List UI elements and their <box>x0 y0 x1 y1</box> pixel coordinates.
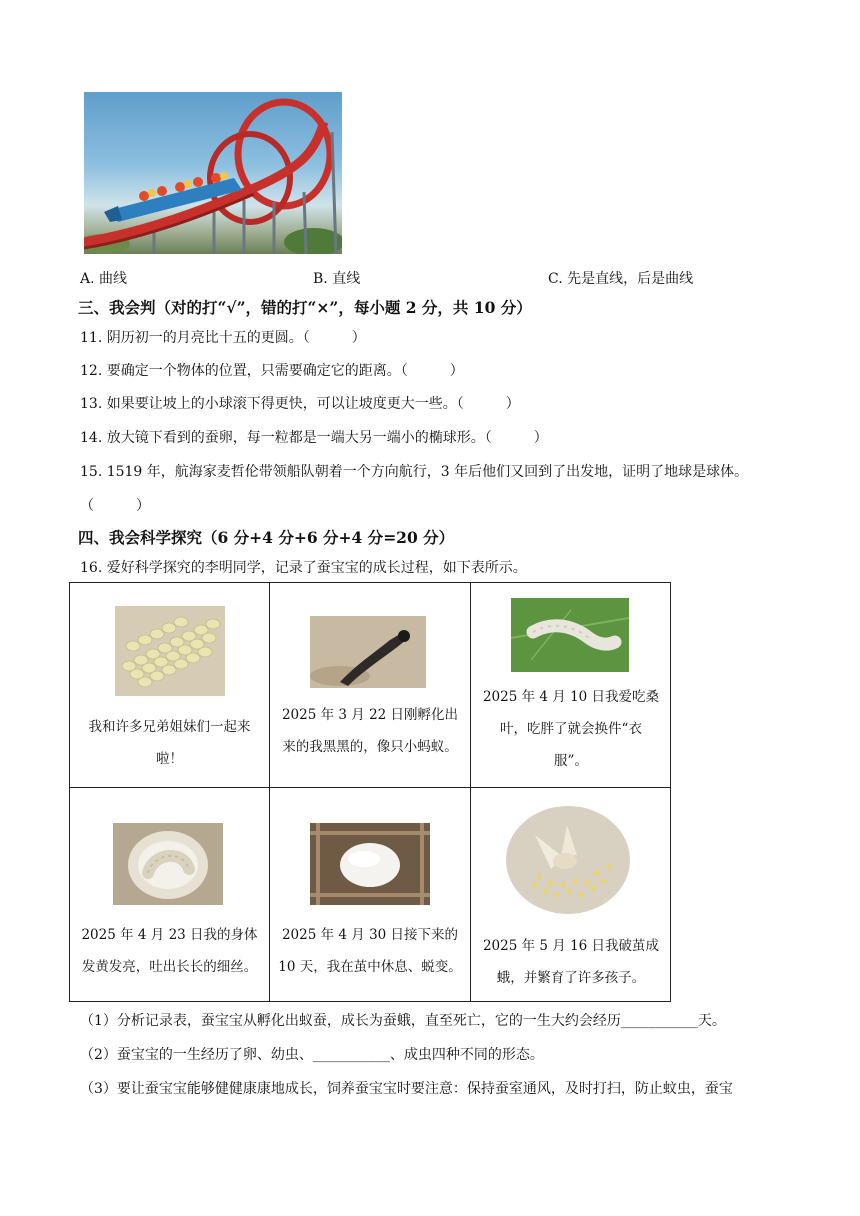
question-13: 13. 如果要让坡上的小球滚下得更快，可以让坡度更大一些。（ ） <box>80 396 520 412</box>
cell-2-line-2: 来的我黑黑的，像只小蚂蚁。 <box>282 739 458 755</box>
cell-1-line-2: 啦！ <box>156 751 183 767</box>
hatchling-silkworm-photo <box>310 616 426 688</box>
question-11: 11. 阴历初一的月亮比十五的更圆。（ ） <box>80 330 366 346</box>
question-14: 14. 放大镜下看到的蚕卵，每一粒都是一端大另一端小的椭球形。（ ） <box>80 430 548 446</box>
cell-4-line-2: 发黄发亮，吐出长长的细丝。 <box>81 959 258 975</box>
sub-question-2: （2）蚕宝宝的一生经历了卵、幼虫、___________、成虫四种不同的形态。 <box>80 1047 544 1063</box>
cell-3-line-1: 2025 年 4 月 10 日我爱吃桑 <box>482 689 660 705</box>
silkworm-growth-table <box>69 582 671 1002</box>
cell-3-line-2: 叶，吃胖了就会换件“衣 <box>500 721 642 737</box>
question-12: 12. 要确定一个物体的位置，只需要确定它的距离。（ ） <box>80 363 464 379</box>
cell-4-line-1: 2025 年 4 月 23 日我的身体 <box>81 927 258 943</box>
cell-5-line-1: 2025 年 4 月 30 日接下来的 <box>281 927 459 943</box>
cell-3-line-3: 服”。 <box>554 753 588 769</box>
section3-heading: 三、我会判（对的打“√”，错的打“×”，每小题 2 分，共 10 分） <box>78 298 532 317</box>
option-b: B. 直线 <box>313 271 361 287</box>
cocoon-photo <box>310 823 430 905</box>
section4-heading: 四、我会科学探究（6 分+4 分+6 分+4 分=20 分） <box>78 528 455 547</box>
sub-question-1: （1）分析记录表，蚕宝宝从孵化出蚁蚕，成长为蚕蛾，直至死亡，它的一生大约会经历___________天。 <box>80 1013 726 1029</box>
option-c: C. 先是直线，后是曲线 <box>548 271 694 287</box>
cell-6-line-1: 2025 年 5 月 16 日我破茧成 <box>482 938 660 954</box>
cell-5-line-2: 10 天，我在茧中休息、蜕变。 <box>278 959 462 975</box>
question-15-blank: （ ） <box>80 498 150 514</box>
option-a: A. 曲线 <box>80 271 128 287</box>
cell-1-line-1: 我和许多兄弟姐妹们一起来 <box>88 719 251 735</box>
cell-2-line-1: 2025 年 3 月 22 日刚孵化出 <box>281 707 459 723</box>
question-15: 15. 1519 年，航海家麦哲伦带领船队朝着一个方向航行，3 年后他们又回到了出发地，证明了地球是球体。 <box>80 464 749 480</box>
spinning-silkworm-photo <box>113 823 223 905</box>
question-16-intro: 16. 爱好科学探究的李明同学，记录了蚕宝宝的成长过程，如下表所示。 <box>80 560 527 576</box>
cell-6-line-2: 蛾，并繁育了许多孩子。 <box>496 970 646 986</box>
sub-question-3: （3）要让蚕宝宝能够健健康康地成长，饲养蚕宝宝时要注意：保持蚕室通风，及时打扫，防止蚊虫，蚕宝 <box>80 1081 733 1097</box>
silk-moth-photo <box>505 805 631 915</box>
silkworm-on-leaf-photo <box>511 598 629 672</box>
roller-coaster-photo <box>84 92 342 254</box>
silkworm-eggs-photo <box>115 606 225 696</box>
